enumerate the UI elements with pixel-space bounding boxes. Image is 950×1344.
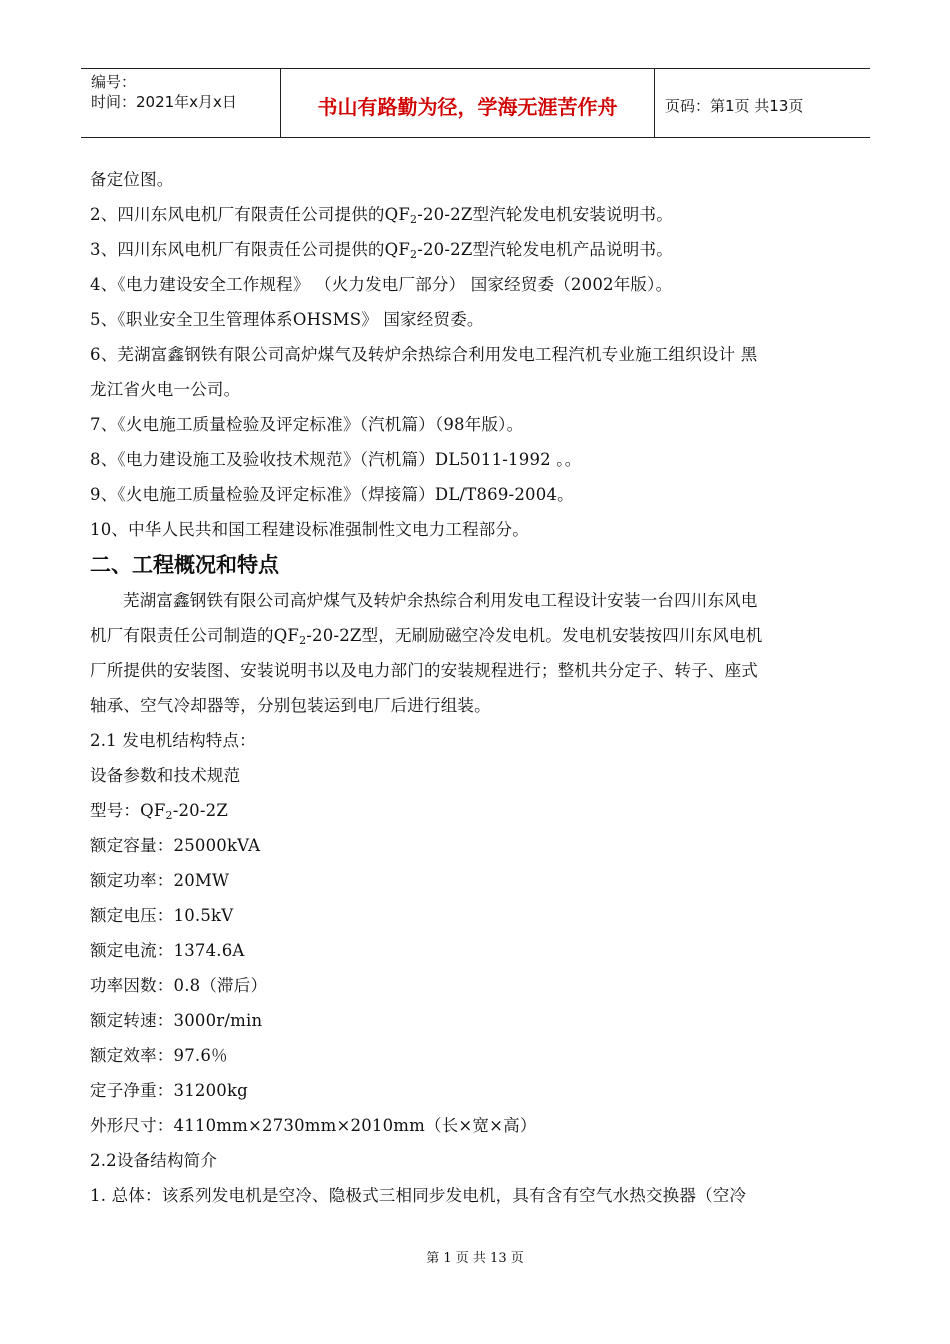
header-meta bbox=[81, 69, 281, 137]
spec-item: 定子净重：31200kg bbox=[90, 1081, 248, 1100]
reference-item-6: 6、芜湖富鑫钢铁有限公司高炉煤气及转炉余热综合利用发电工程汽机专业施工组织设计 黑 bbox=[90, 345, 758, 364]
spec-title: 设备参数和技术规范 bbox=[90, 766, 241, 785]
spec-item: 额定转速：3000r/min bbox=[90, 1011, 263, 1030]
overview-paragraph-line: 机厂有限责任公司制造的$QF_2-20-2Z$型，无刷励磁空冷发电机。发电机安装按四川东风电机 bbox=[90, 626, 763, 647]
overview-paragraph-line: 轴承、空气冷却器等，分别包装运到电厂后进行组装。 bbox=[90, 696, 491, 715]
spec-item: 外形尺寸：4110mm×2730mm×2010mm（长×宽×高） bbox=[90, 1116, 537, 1135]
header-page-number: 页码：第1页 共13页 bbox=[665, 96, 804, 115]
overview-paragraph-line: 厂所提供的安装图、安装说明书以及电力部门的安装规程进行；整机共分定子、转子、座式 bbox=[90, 661, 758, 680]
overview-paragraph-line: 芜湖富鑫钢铁有限公司高炉煤气及转炉余热综合利用发电工程设计安装一台四川东风电 bbox=[123, 591, 758, 610]
spec-item: 额定电压：10.5kV bbox=[90, 906, 234, 925]
spec-model: 型号：$QF_2-20-2Z$ bbox=[90, 801, 228, 822]
spec-item: 功率因数：0.8（滞后） bbox=[90, 976, 268, 995]
header-motto: 书山有路勤为径，学海无涯苦作舟 bbox=[281, 69, 655, 137]
reference-item-9: 9、《火电施工质量检验及评定标准》（焊接篇）DL/T869-2004。 bbox=[90, 485, 574, 504]
spec-item: 额定电流：1374.6A bbox=[90, 941, 245, 960]
number-label: 编号： bbox=[91, 73, 137, 91]
text-line: 备定位图。 bbox=[90, 170, 174, 189]
spec-item: 额定功率：20MW bbox=[90, 871, 230, 890]
document-body bbox=[90, 162, 872, 1213]
reference-item-3: 3、四川东风电机厂有限责任公司提供的$QF_2-20-2Z$型汽轮发电机产品说明书。 bbox=[90, 240, 673, 261]
reference-item-4: 4、《电力建设安全工作规程》 （火力发电厂部分） 国家经贸委（2002年版）。 bbox=[90, 275, 673, 294]
subsection-heading: 2.2设备结构简介 bbox=[90, 1151, 218, 1170]
reference-item-6-cont: 龙江省火电一公司。 bbox=[90, 380, 241, 399]
reference-item-2: 2、四川东风电机厂有限责任公司提供的$QF_2-20-2Z$型汽轮发电机安装说明书。 bbox=[90, 205, 673, 226]
subsection-heading: 2.1 发电机结构特点： bbox=[90, 731, 256, 750]
structure-item-1: 1. 总体：该系列发电机是空冷、隐极式三相同步发电机，具有含有空气水热交换器（空冷 bbox=[90, 1186, 747, 1205]
page-header bbox=[81, 68, 870, 138]
date-label: 时间：2021年x月x日 bbox=[91, 93, 237, 111]
spec-item: 额定容量：25000kVA bbox=[90, 836, 261, 855]
reference-item-8: 8、《电力建设施工及验收技术规范》（汽机篇）DL5011-1992 。。 bbox=[90, 450, 582, 469]
spec-item: 额定效率：97.6％ bbox=[90, 1046, 228, 1065]
reference-item-5: 5、《职业安全卫生管理体系OHSMS》 国家经贸委。 bbox=[90, 310, 484, 329]
section-heading: 二、工程概况和特点 bbox=[90, 553, 279, 577]
reference-item-10: 10、中华人民共和国工程建设标准强制性文电力工程部分。 bbox=[90, 520, 529, 539]
reference-item-7: 7、《火电施工质量检验及评定标准》（汽机篇）（98年版）。 bbox=[90, 415, 524, 434]
page-footer: 第 1 页 共 13 页 bbox=[426, 1251, 524, 1266]
